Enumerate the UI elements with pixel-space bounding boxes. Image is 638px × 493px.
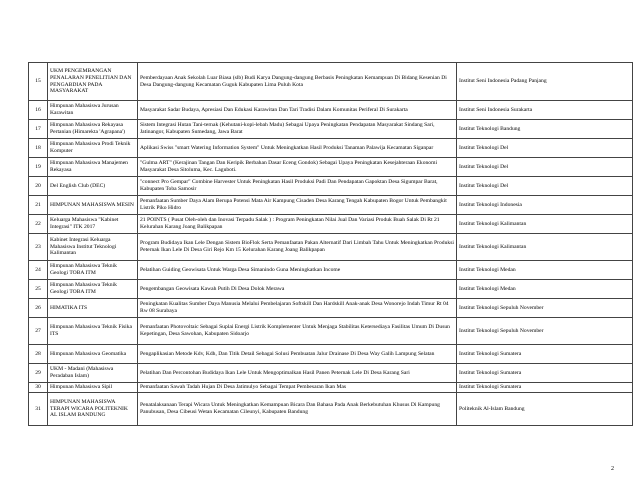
program-title: Pengembangan Geowisata Kawah Putih Di Desa Dolok Merawa xyxy=(138,280,457,299)
organization-name: HIMPUNAN MAHASISWA TERAPI WICARA POLITEKNIK AL ISLAM BANDUNG xyxy=(48,393,138,426)
row-number: 16 xyxy=(29,101,48,120)
table-row xyxy=(29,158,633,177)
program-title: Peningkatan Kualitas Sumber Daya Manusia Melalui Pembelajaran Softskill Dan Hardskill Anak-anak Desa Wonorejo Indah Timur Rt 04 Rw 08 Surabaya xyxy=(138,299,457,318)
program-title: Pemanfaatan Photovoltaic Sebagai Suplai Energi Listrik Komplementer Untuk Menjaga Stabilitas Ketersediaya Fasilitas Umum Di Dusun Kepetingan, Desa Sawohan, Kabupaten Sidoarjo xyxy=(138,318,457,345)
row-number: 29 xyxy=(29,364,48,383)
row-number: 31 xyxy=(29,393,48,426)
program-title: Pengaplikasian Metode Kdv, Kdh, Dan Titik Detail Sebagai Solusi Pembuatan Jalur Drainase Di Desa Way Galih Lampung Selatan xyxy=(138,345,457,364)
row-number: 21 xyxy=(29,196,48,215)
organization-name: UKM PENGEMBANGAN PENALARAN PENELITIAN DAN PENGABDIAN PADA MASYARAKAT xyxy=(48,63,138,101)
organization-name: UKM - Madani (Mahasiswa Peradaban Islam) xyxy=(48,364,138,383)
row-number: 15 xyxy=(29,63,48,101)
program-title: Penatalaksanaan Terapi Wicara Untuk Meningkatkan Kemampuan Bicara Dan Bahasa Pada Anak Berkebutuhan Khusus Di Kampung Panubusan, Desa Cibeusi Wetan Kecamatan Cileunyi, Kabupaten Bandung xyxy=(138,393,457,426)
program-title: Sistem Integrasi Hutan Tani-ternak (Kehutani-kopi-lebah Madu) Sebagai Upaya Peningkatan Pendapatan Masyarakat Sindang Sari, Jatinangor, Kabupaten Sumedang, Jawa Barat xyxy=(138,120,457,139)
organization-name: Himpunan Mahasiswa Prodi Teknik Komputer xyxy=(48,139,138,158)
program-title: Pelatihan Guiding Geowisata Untuk Warga Desa Simanindo Guna Meningkatkan Income xyxy=(138,261,457,280)
institution-name: Institut Teknologi Indonesia xyxy=(457,196,633,215)
table-row xyxy=(29,299,633,318)
organization-name: Himpunan Mahasiswa Geomatika xyxy=(48,345,138,364)
program-title: "Gulma ART" (Kerajinan Tangan Dan Keripik Berbahan Dasar Eceng Gondok) Sebagai Upaya Peningkatan Kesejahteraan Ekonomi Masyarakat Desa Sitoluma, Kec. Laguboti. xyxy=(138,158,457,177)
program-title: 21 POINTS ( Pusat Oleh-oleh dan Inovasi Terpadu Salak ) : Program Peningkatan Nilai Jual Dan Variasi Produk Buah Salak Di Rt 21 Kelurahan Karang Joang Balikpapan xyxy=(138,215,457,234)
page-number: 2 xyxy=(611,466,614,472)
institution-name: Institut Teknologi Sumatera xyxy=(457,383,633,393)
table-row xyxy=(29,280,633,299)
program-title: "connect Pro Gempar" Combine Harvester Untuk Peningkatan Hasil Produksi Padi Dan Pendapatan Gapoktan Desa Sigumpar Barat, Kabupaten Toba Samosir xyxy=(138,177,457,196)
institution-name: Institut Teknologi Kalimantan xyxy=(457,234,633,261)
table-row xyxy=(29,234,633,261)
organization-name: HIMPUNAN MAHASISWA MESIN xyxy=(48,196,138,215)
program-title: Pelatihan Dan Percontohan Budidaya Ikan Lele Untuk Mengoptimalkan Hasil Panen Peternak Lele Di Desa Karang Sari xyxy=(138,364,457,383)
row-number: 22 xyxy=(29,215,48,234)
organization-name: Himpunan Mahasiswa Teknik Geologi TOBA ITM xyxy=(48,261,138,280)
program-table xyxy=(28,62,633,426)
row-number: 23 xyxy=(29,234,48,261)
institution-name: Institut Teknologi Kalimantan xyxy=(457,215,633,234)
table-row xyxy=(29,196,633,215)
organization-name: Kabinet Integrasi Keluarga Mahasiswa Institut Teknologi Kalimantan xyxy=(48,234,138,261)
program-title: Pemanfaatan Sumber Daya Alam Berupa Potensi Mata Air Kampung Cisaden Desa Karang Tengah Kabupaten Bogor Untuk Pembangkit Listrik Piko Hidro xyxy=(138,196,457,215)
institution-name: Institut Seni Indonesia Padang Panjang xyxy=(457,63,633,101)
row-number: 26 xyxy=(29,299,48,318)
institution-name: Institut Teknologi Medan xyxy=(457,280,633,299)
institution-name: Institut Teknologi Sepuluh November xyxy=(457,318,633,345)
organization-name: Himpunan Mahasiswa Teknik Geologi TOBA ITM xyxy=(48,280,138,299)
institution-name: Institut Teknologi Sepuluh November xyxy=(457,299,633,318)
organization-name: Himpunan Mahasiswa Sipil xyxy=(48,383,138,393)
organization-name: HIMATIKA ITS xyxy=(48,299,138,318)
table-row xyxy=(29,139,633,158)
program-title: Pemanfaatan Sawah Tadah Hujan Di Desa Jatimulyo Sebagai Tempat Pembesaran Ikan Mas xyxy=(138,383,457,393)
row-number: 27 xyxy=(29,318,48,345)
table-row xyxy=(29,177,633,196)
institution-name: Institut Teknologi Sumatera xyxy=(457,364,633,383)
row-number: 24 xyxy=(29,261,48,280)
institution-name: Institut Teknologi Sumatera xyxy=(457,345,633,364)
table-row xyxy=(29,364,633,383)
program-title: Masyarakat Sadar Budaya, Apresiasi Dan Edukasi Karawitan Dan Tari Tradisi Dalam Komunitas Periferal Di Surakarta xyxy=(138,101,457,120)
table-row xyxy=(29,318,633,345)
institution-name: Institut Teknologi Del xyxy=(457,177,633,196)
table-row xyxy=(29,63,633,101)
organization-name: Himpunan Mahasiswa Rekayasa Pertanian (Himarekta 'Agrapana') xyxy=(48,120,138,139)
organization-name: Keluarga Mahasiswa "Kabinet Integrasi" ITK 2017 xyxy=(48,215,138,234)
institution-name: Institut Teknologi Del xyxy=(457,158,633,177)
organization-name: Himpunan Mahasiswa Jurusan Karawitan xyxy=(48,101,138,120)
row-number: 17 xyxy=(29,120,48,139)
table-row xyxy=(29,383,633,393)
row-number: 25 xyxy=(29,280,48,299)
table-row xyxy=(29,101,633,120)
row-number: 20 xyxy=(29,177,48,196)
row-number: 28 xyxy=(29,345,48,364)
institution-name: Institut Teknologi Medan xyxy=(457,261,633,280)
table-row xyxy=(29,261,633,280)
institution-name: Institut Seni Indonesia Surakarta xyxy=(457,101,633,120)
row-number: 18 xyxy=(29,139,48,158)
institution-name: Politeknik Al-Islam Bandung xyxy=(457,393,633,426)
program-title: Program Budidaya Ikan Lele Dengan Sistem BioFlok Serta Pemanfaatan Pakan Alternatif Dari Limbah Tahu Untuk Meningkatkan Produksi Peternak Ikan Lele Di Desa Giri Rejo Km 15 Kelurahan Karang Joang Balikpapan xyxy=(138,234,457,261)
row-number: 30 xyxy=(29,383,48,393)
program-title: Aplikasi Swiss "smart Watering Information System" Untuk Meningkatkan Hasil Produksi Tanaman Palawija Kecamatan Siganpar xyxy=(138,139,457,158)
table-row xyxy=(29,345,633,364)
organization-name: Himpunan Mahasiswa Manajemen Rekayasa xyxy=(48,158,138,177)
program-table-container xyxy=(28,62,618,426)
organization-name: Himpunan Mahasiswa Teknik Fisika ITS xyxy=(48,318,138,345)
table-row xyxy=(29,215,633,234)
row-number: 19 xyxy=(29,158,48,177)
table-row xyxy=(29,393,633,426)
institution-name: Institut Teknologi Bandung xyxy=(457,120,633,139)
table-row xyxy=(29,120,633,139)
program-table-body xyxy=(29,63,633,426)
institution-name: Institut Teknologi Del xyxy=(457,139,633,158)
organization-name: Del English Club (DEC) xyxy=(48,177,138,196)
program-title: Pemberdayaan Anak Sekolah Luar Biasa (slb) Budi Karya Dangung-dangung Berbasis Peningkatan Kemampuan Di Bidang Kesenian Di Desa Dangung-dangung Kecamatan Guguk Kabupaten Lima Puluh Kota xyxy=(138,63,457,101)
